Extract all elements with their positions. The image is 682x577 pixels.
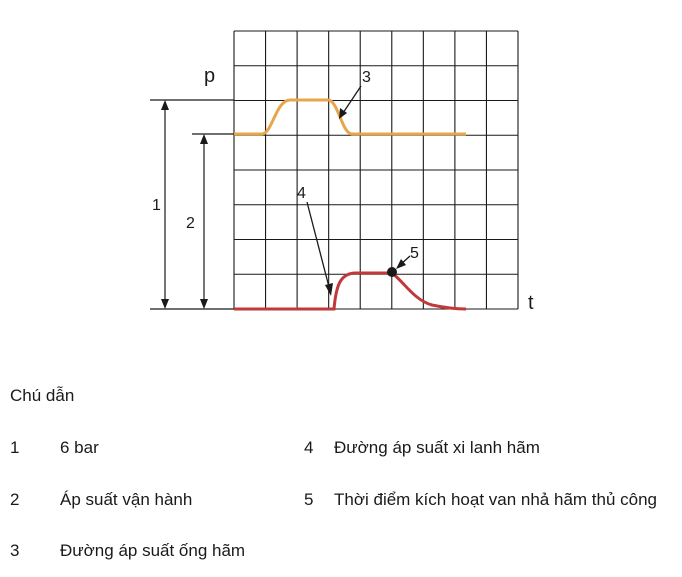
callout-1: 1: [152, 197, 161, 214]
dimension-arrow-1: [161, 100, 169, 309]
dimension-arrow-2: [200, 134, 208, 309]
legend-number: 2: [10, 490, 20, 509]
pointer-arrow-3: [339, 86, 361, 119]
legend-number: 4: [304, 438, 314, 457]
legend-text: 6 bar: [60, 438, 99, 457]
manual-release-point: [387, 267, 397, 277]
legend-number: 1: [10, 438, 20, 457]
callout-3: 3: [362, 69, 371, 86]
y-axis-label: p: [204, 65, 216, 87]
legend-text: Áp suất vận hành: [60, 490, 193, 509]
callout-4: 4: [297, 185, 306, 202]
brake-pipe-pressure-line: [234, 100, 466, 134]
grid: [234, 31, 518, 309]
legend-text: Thời điểm kích hoạt van nhả hãm thủ công: [334, 490, 657, 509]
callout-5: 5: [410, 245, 419, 262]
legend-title: Chú dẫn: [10, 386, 75, 405]
pointer-arrow-5: [396, 256, 410, 269]
x-axis-label: t: [528, 292, 534, 314]
legend-text: Đường áp suất xi lanh hãm: [334, 438, 540, 457]
legend-number: 3: [10, 541, 20, 560]
legend-number: 5: [304, 490, 314, 509]
brake-cylinder-pressure-line: [234, 273, 466, 309]
legend-text: Đường áp suất ống hãm: [60, 541, 246, 560]
callout-2: 2: [186, 215, 195, 232]
